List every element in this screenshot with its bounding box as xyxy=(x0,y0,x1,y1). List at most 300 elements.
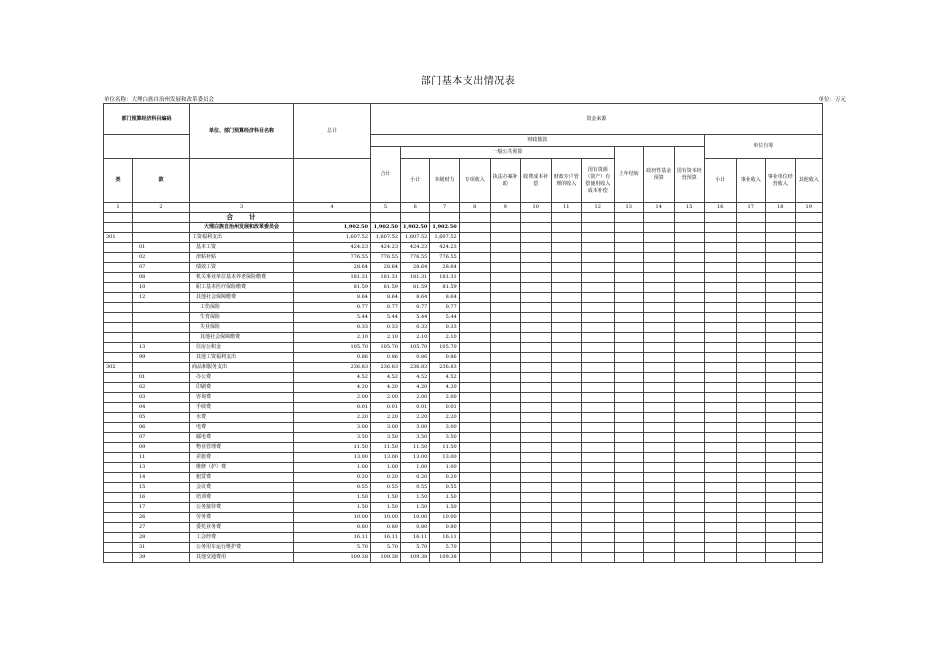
amount-cell: 1,902.50 xyxy=(294,223,371,233)
empty-cell xyxy=(581,243,614,253)
empty-cell xyxy=(674,453,704,463)
empty-cell xyxy=(736,433,765,443)
empty-cell xyxy=(765,493,795,503)
empty-cell xyxy=(704,363,736,373)
kuan-cell xyxy=(133,313,190,323)
lei-cell xyxy=(104,383,133,393)
amount-cell: 1,607.52 xyxy=(430,233,459,243)
amount-cell: 1,607.52 xyxy=(371,233,401,243)
empty-cell xyxy=(614,523,643,533)
empty-cell xyxy=(704,353,736,363)
empty-cell xyxy=(490,353,520,363)
code-group-spacer xyxy=(104,135,190,159)
empty-cell xyxy=(520,443,551,453)
lei-cell xyxy=(104,303,133,313)
amount-cell: 0.80 xyxy=(430,523,459,533)
empty-cell xyxy=(490,283,520,293)
empty-cell xyxy=(551,343,581,353)
empty-cell xyxy=(520,303,551,313)
empty-cell xyxy=(736,323,765,333)
amount-cell: 105.70 xyxy=(371,343,401,353)
empty-cell xyxy=(765,503,795,513)
empty-cell xyxy=(643,523,674,533)
empty-cell xyxy=(643,443,674,453)
empty-cell xyxy=(704,413,736,423)
empty-cell xyxy=(674,223,704,233)
empty-cell xyxy=(551,383,581,393)
shiyedanwei-header: 事业单位经营收入 xyxy=(765,159,795,203)
empty-cell xyxy=(674,513,704,523)
kuan-cell xyxy=(133,223,190,233)
amount-cell: 181.31 xyxy=(430,273,459,283)
empty-cell xyxy=(704,403,736,413)
column-number: 5 xyxy=(371,203,401,213)
empty-cell xyxy=(490,433,520,443)
item-name: 邮电费 xyxy=(190,433,294,443)
kuan-cell xyxy=(133,303,190,313)
empty-cell xyxy=(459,393,490,403)
zhifa-header: 执法办案补助 xyxy=(490,159,520,203)
table-row xyxy=(104,323,823,333)
kuan-cell: 06 xyxy=(133,423,190,433)
empty-cell xyxy=(551,253,581,263)
column-number: 19 xyxy=(795,203,822,213)
empty-cell xyxy=(520,553,551,563)
column-number: 4 xyxy=(294,203,371,213)
empty-cell xyxy=(765,403,795,413)
empty-cell xyxy=(765,473,795,483)
empty-cell xyxy=(520,503,551,513)
amount-cell: 10.00 xyxy=(294,513,371,523)
lei-cell xyxy=(104,273,133,283)
amount-cell: 776.55 xyxy=(371,253,401,263)
item-name: 公务用车运行维护费 xyxy=(190,543,294,553)
amount-cell: 424.23 xyxy=(294,243,371,253)
danwei-zichou-header: 单位自筹 xyxy=(704,135,822,159)
empty-cell xyxy=(551,443,581,453)
empty-cell xyxy=(704,283,736,293)
empty-cell xyxy=(614,463,643,473)
guoyou-header: 国有资源（资产）有偿使用收入成本补偿 xyxy=(581,159,614,203)
empty-cell xyxy=(643,243,674,253)
column-number: 17 xyxy=(736,203,765,213)
empty-cell xyxy=(736,313,765,323)
empty-cell xyxy=(490,503,520,513)
empty-cell xyxy=(520,413,551,423)
empty-cell xyxy=(581,483,614,493)
empty-cell xyxy=(704,423,736,433)
amount-cell: 4.20 xyxy=(294,383,371,393)
empty-cell xyxy=(520,493,551,503)
empty-cell xyxy=(795,253,822,263)
amount-cell: 81.59 xyxy=(401,283,430,293)
empty-cell xyxy=(551,293,581,303)
amount-cell: 8.64 xyxy=(430,293,459,303)
empty-cell xyxy=(674,493,704,503)
lei-cell xyxy=(104,433,133,443)
empty-cell xyxy=(551,263,581,273)
amount-cell: 105.70 xyxy=(430,343,459,353)
empty-cell xyxy=(643,303,674,313)
lei-cell xyxy=(104,333,133,343)
empty-cell xyxy=(736,443,765,453)
empty-cell xyxy=(581,393,614,403)
empty-cell xyxy=(674,293,704,303)
amount-cell: 3.50 xyxy=(294,433,371,443)
empty-cell xyxy=(581,433,614,443)
column-number: 18 xyxy=(765,203,795,213)
amount-cell: 0.86 xyxy=(294,353,371,363)
amount-cell: 2.20 xyxy=(371,413,401,423)
amount-cell: 2.20 xyxy=(294,413,371,423)
empty-cell xyxy=(551,533,581,543)
empty-cell xyxy=(674,523,704,533)
kuan-cell: 08 xyxy=(133,273,190,283)
kuan-cell: 01 xyxy=(133,243,190,253)
empty-cell xyxy=(614,413,643,423)
amount-cell: 81.59 xyxy=(430,283,459,293)
empty-cell xyxy=(765,353,795,363)
lei-cell: 302 xyxy=(104,363,133,373)
empty-cell xyxy=(736,373,765,383)
amount-cell: 2.20 xyxy=(401,413,430,423)
kuan-cell: 07 xyxy=(133,433,190,443)
lei-cell xyxy=(104,353,133,363)
amount-cell: 0.01 xyxy=(430,403,459,413)
empty-cell xyxy=(490,383,520,393)
empty-cell xyxy=(736,383,765,393)
item-name: 手续费 xyxy=(190,403,294,413)
amount-cell: 181.31 xyxy=(401,273,430,283)
empty-cell xyxy=(795,373,822,383)
amount-cell: 5.70 xyxy=(401,543,430,553)
lei-cell xyxy=(104,223,133,233)
table-row xyxy=(104,533,823,543)
empty-cell xyxy=(581,553,614,563)
amount-cell: 1.00 xyxy=(371,463,401,473)
table-row xyxy=(104,413,823,423)
empty-cell xyxy=(704,493,736,503)
empty-cell xyxy=(643,533,674,543)
lei-cell xyxy=(104,243,133,253)
empty-cell xyxy=(459,253,490,263)
heji-header: 合计 xyxy=(371,147,401,203)
empty-cell xyxy=(459,513,490,523)
empty-cell xyxy=(674,283,704,293)
empty-cell xyxy=(459,443,490,453)
empty-cell xyxy=(614,303,643,313)
lei-cell xyxy=(104,463,133,473)
empty-cell xyxy=(765,393,795,403)
total-col-header: 总计 xyxy=(294,104,371,159)
empty-cell xyxy=(551,423,581,433)
unit-name: 单位名称：大理白族自治州发展和改革委员会 xyxy=(104,97,215,103)
empty-cell xyxy=(674,413,704,423)
empty-cell xyxy=(551,283,581,293)
empty-cell xyxy=(704,323,736,333)
empty-cell xyxy=(643,333,674,343)
empty-cell xyxy=(614,333,643,343)
empty-cell xyxy=(736,303,765,313)
empty-cell xyxy=(581,543,614,553)
budget-table xyxy=(103,103,823,563)
zhengfu-header: 政府性基金预算 xyxy=(643,147,674,203)
empty-cell xyxy=(490,333,520,343)
table-row xyxy=(104,303,823,313)
code-group-header: 部门预算经济科目编码 xyxy=(104,104,190,135)
empty-cell xyxy=(614,393,643,403)
column-number: 13 xyxy=(614,203,643,213)
empty-cell xyxy=(674,553,704,563)
empty-cell xyxy=(520,543,551,553)
amount-cell: 0.01 xyxy=(401,403,430,413)
empty-cell xyxy=(551,373,581,383)
amount-cell: 5.70 xyxy=(371,543,401,553)
kuan-cell: 28 xyxy=(133,533,190,543)
empty-cell xyxy=(459,523,490,533)
item-name: 工资福利支出 xyxy=(190,233,294,243)
empty-cell xyxy=(614,503,643,513)
empty-cell xyxy=(551,503,581,513)
table-row xyxy=(104,263,823,273)
lei-cell xyxy=(104,513,133,523)
column-number: 3 xyxy=(190,203,294,213)
item-name: 委托业务费 xyxy=(190,523,294,533)
empty-cell xyxy=(551,463,581,473)
empty-cell xyxy=(704,433,736,443)
table-row xyxy=(104,223,823,233)
item-name: 工会经费 xyxy=(190,533,294,543)
empty-cell xyxy=(614,313,643,323)
empty-cell xyxy=(795,313,822,323)
empty-cell xyxy=(551,453,581,463)
empty-cell xyxy=(490,363,520,373)
table-row xyxy=(104,543,823,553)
amount-cell: 1.50 xyxy=(294,503,371,513)
empty-cell xyxy=(795,483,822,493)
amount-cell: 2.10 xyxy=(401,333,430,343)
table-body xyxy=(104,104,823,563)
empty-cell xyxy=(795,423,822,433)
empty-cell xyxy=(674,333,704,343)
item-name: 其他社会保障缴费 xyxy=(190,333,294,343)
empty-cell xyxy=(490,323,520,333)
empty-cell xyxy=(459,423,490,433)
empty-cell xyxy=(704,313,736,323)
lei-cell: 301 xyxy=(104,233,133,243)
empty-cell xyxy=(795,383,822,393)
empty-cell xyxy=(520,333,551,343)
amount-cell: 109.38 xyxy=(430,553,459,563)
empty-cell xyxy=(459,403,490,413)
empty-cell xyxy=(736,263,765,273)
empty-cell xyxy=(795,543,822,553)
empty-cell xyxy=(459,223,490,233)
empty-cell xyxy=(551,393,581,403)
empty-cell xyxy=(614,293,643,303)
empty-cell xyxy=(490,313,520,323)
empty-cell xyxy=(581,283,614,293)
empty-cell xyxy=(614,423,643,433)
empty-cell xyxy=(614,543,643,553)
empty-cell xyxy=(581,503,614,513)
qita-header: 其他收入 xyxy=(795,159,822,203)
empty-cell xyxy=(643,253,674,263)
lei-cell xyxy=(104,313,133,323)
amount-cell: 11.50 xyxy=(371,443,401,453)
amount-cell: 28.64 xyxy=(294,263,371,273)
empty-cell xyxy=(704,293,736,303)
empty-cell xyxy=(643,543,674,553)
empty-cell xyxy=(581,233,614,243)
amount-cell: 0.55 xyxy=(371,483,401,493)
empty-cell xyxy=(614,553,643,563)
amount-cell: 109.38 xyxy=(371,553,401,563)
item-name: 商品和服务支出 xyxy=(190,363,294,373)
empty-cell xyxy=(674,363,704,373)
empty-cell xyxy=(551,243,581,253)
empty-cell xyxy=(520,223,551,233)
empty-cell xyxy=(704,523,736,533)
amount-cell: 181.31 xyxy=(371,273,401,283)
item-name: 住房公积金 xyxy=(190,343,294,353)
empty-cell xyxy=(765,363,795,373)
amount-cell: 8.64 xyxy=(401,293,430,303)
empty-cell xyxy=(795,463,822,473)
amount-cell: 0.01 xyxy=(371,403,401,413)
kuan-cell xyxy=(133,233,190,243)
empty-cell xyxy=(765,513,795,523)
empty-cell xyxy=(704,553,736,563)
empty-cell xyxy=(520,313,551,323)
table-row xyxy=(104,353,823,363)
empty-cell xyxy=(490,463,520,473)
empty-cell xyxy=(795,273,822,283)
table-row xyxy=(104,473,823,483)
empty-cell xyxy=(520,323,551,333)
column-number: 16 xyxy=(704,203,736,213)
empty-cell xyxy=(490,293,520,303)
column-number: 6 xyxy=(401,203,430,213)
empty-cell xyxy=(581,513,614,523)
amount-cell: 3.00 xyxy=(430,423,459,433)
empty-cell xyxy=(614,223,643,233)
table-row xyxy=(104,333,823,343)
amount-cell: 0.55 xyxy=(430,483,459,493)
empty-cell xyxy=(795,553,822,563)
empty-cell xyxy=(520,383,551,393)
kuan-cell: 03 xyxy=(133,393,190,403)
empty-cell xyxy=(765,293,795,303)
empty-cell xyxy=(736,533,765,543)
empty-cell xyxy=(551,543,581,553)
empty-cell xyxy=(459,343,490,353)
empty-cell xyxy=(736,333,765,343)
amount-cell: 424.23 xyxy=(430,243,459,253)
item-name: 其他社会保障缴费 xyxy=(190,293,294,303)
empty-cell xyxy=(581,303,614,313)
empty-cell xyxy=(674,433,704,443)
lei-cell xyxy=(104,473,133,483)
amount-cell: 16.11 xyxy=(401,533,430,543)
total-spacer xyxy=(294,159,371,203)
empty-cell xyxy=(795,453,822,463)
empty-cell xyxy=(765,463,795,473)
lei-cell xyxy=(104,553,133,563)
empty-cell xyxy=(643,403,674,413)
empty-cell xyxy=(643,373,674,383)
empty-cell xyxy=(704,333,736,343)
caizheng-header: 财政拨款 xyxy=(371,135,705,147)
lei-cell xyxy=(104,523,133,533)
empty-cell xyxy=(581,493,614,503)
amount-cell: 4.52 xyxy=(430,373,459,383)
column-number: 11 xyxy=(551,203,581,213)
empty-cell xyxy=(490,453,520,463)
empty-cell xyxy=(704,343,736,353)
column-number-row xyxy=(104,203,823,213)
lei-cell xyxy=(104,423,133,433)
amount-cell: 1,902.50 xyxy=(371,223,401,233)
empty-cell xyxy=(520,393,551,403)
lei-cell xyxy=(104,453,133,463)
amount-cell: 236.83 xyxy=(294,363,371,373)
kuan-cell: 16 xyxy=(133,493,190,503)
amount-cell: 0.77 xyxy=(401,303,430,313)
empty-cell xyxy=(490,473,520,483)
lei-cell xyxy=(104,413,133,423)
kuan-cell: 26 xyxy=(133,513,190,523)
empty-cell xyxy=(736,243,765,253)
table-row xyxy=(104,373,823,383)
amount-cell: 3.50 xyxy=(430,433,459,443)
empty-cell xyxy=(765,453,795,463)
empty-cell xyxy=(551,523,581,533)
empty-cell xyxy=(614,283,643,293)
empty-cell xyxy=(490,413,520,423)
column-number: 2 xyxy=(133,203,190,213)
amount-cell: 0.80 xyxy=(401,523,430,533)
empty-cell xyxy=(581,533,614,543)
empty-cell xyxy=(490,263,520,273)
empty-cell xyxy=(614,383,643,393)
empty-cell xyxy=(490,543,520,553)
kuan-cell: 02 xyxy=(133,253,190,263)
kuan-cell: 02 xyxy=(133,383,190,393)
empty-cell xyxy=(614,263,643,273)
empty-cell xyxy=(551,313,581,323)
empty-cell xyxy=(674,473,704,483)
item-name: 培训费 xyxy=(190,493,294,503)
empty-cell xyxy=(643,513,674,523)
amount-cell: 3.50 xyxy=(401,433,430,443)
empty-cell xyxy=(614,533,643,543)
amount-cell: 0.80 xyxy=(294,523,371,533)
kuan-cell: 12 xyxy=(133,293,190,303)
empty-cell xyxy=(459,323,490,333)
kuan-cell xyxy=(133,333,190,343)
empty-cell xyxy=(581,453,614,463)
empty-cell xyxy=(765,443,795,453)
empty-cell xyxy=(459,263,490,273)
empty-cell xyxy=(795,343,822,353)
empty-cell xyxy=(704,473,736,483)
empty-cell xyxy=(795,283,822,293)
empty-cell xyxy=(490,523,520,533)
empty-cell xyxy=(614,323,643,333)
kuan-cell: 01 xyxy=(133,373,190,383)
empty-cell xyxy=(520,533,551,543)
